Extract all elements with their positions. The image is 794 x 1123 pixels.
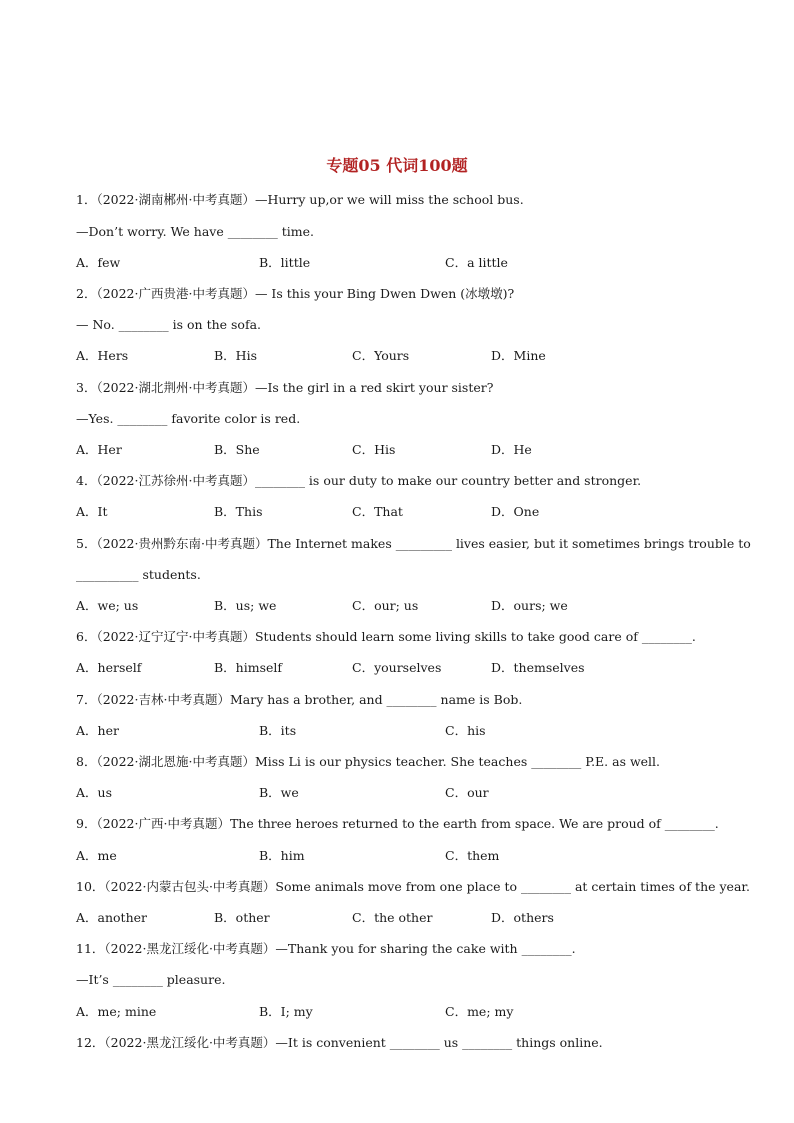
option[interactable]: D．One [491,504,540,519]
option[interactable]: C．the other [352,910,433,925]
option[interactable]: A．us [76,785,112,800]
question-4-line-1: 4．（2022·江苏徐州·中考真题）________ is our duty to make our country better and stronger. [76,473,642,488]
question-7-line-1: 7．（2022·吉林·中考真题）Mary has a brother, and ________ name is Bob. [76,692,523,707]
question-5-line-2: __________ students. [76,567,201,582]
option[interactable]: A．we; us [76,598,139,613]
question-2-line-1: 2．（2022·广西贵港·中考真题）— Is this your Bing Dwen Dwen (冰墩墩)? [76,286,515,301]
option[interactable]: A．me; mine [76,1004,157,1019]
question-3-line-1: 3．（2022·湖北荆州·中考真题）—Is the girl in a red skirt your sister? [76,380,494,395]
question-12-line-1: 12．（2022·黑龙江绥化·中考真题）—It is convenient ________ us ________ things online. [76,1035,603,1050]
option[interactable]: C．me; my [445,1004,514,1019]
question-1-line-2: —Don’t worry. We have ________ time. [76,224,314,239]
option[interactable]: B．His [214,348,257,363]
option[interactable]: A．Her [76,442,122,457]
option[interactable]: C．our; us [352,598,419,613]
option[interactable]: B．us; we [214,598,277,613]
option[interactable]: A．few [76,255,121,270]
option[interactable]: A．Hers [76,348,129,363]
question-11-line-2: —It’s ________ pleasure. [76,972,226,987]
question-11-line-1: 11．（2022·黑龙江绥化·中考真题）—Thank you for sharing the cake with ________. [76,941,576,956]
option[interactable]: C．a little [445,255,508,270]
option[interactable]: D．He [491,442,532,457]
question-6-line-1: 6．（2022·辽宁辽宁·中考真题）Students should learn some living skills to take good care of ________. [76,629,696,644]
option[interactable]: B．himself [214,660,283,675]
option[interactable]: B．This [214,504,263,519]
option[interactable]: B．I; my [259,1004,313,1019]
question-9-line-1: 9．（2022·广西·中考真题）The three heroes returned to the earth from space. We are proud of ________. [76,816,719,831]
option[interactable]: C．Yours [352,348,410,363]
option[interactable]: B．we [259,785,299,800]
option[interactable]: C．His [352,442,396,457]
option[interactable]: A．me [76,848,117,863]
option[interactable]: B．She [214,442,260,457]
option[interactable]: B．other [214,910,270,925]
question-10-line-1: 10．（2022·内蒙古包头·中考真题）Some animals move from one place to ________ at certain times of the year. [76,879,750,894]
option[interactable]: D．themselves [491,660,585,675]
option[interactable]: A．her [76,723,119,738]
option[interactable]: B．its [259,723,297,738]
option[interactable]: C．our [445,785,489,800]
option[interactable]: B．little [259,255,311,270]
option[interactable]: D．others [491,910,554,925]
option[interactable]: A．another [76,910,148,925]
option[interactable]: C．them [445,848,500,863]
option[interactable]: D．Mine [491,348,546,363]
option[interactable]: C．yourselves [352,660,442,675]
option[interactable]: B．him [259,848,305,863]
option[interactable]: C．his [445,723,486,738]
option[interactable]: C．That [352,504,403,519]
question-1-line-1: 1．（2022·湖南郴州·中考真题）—Hurry up,or we will miss the school bus. [76,192,524,207]
option[interactable]: A．It [76,504,108,519]
question-3-line-2: —Yes. ________ favorite color is red. [76,411,301,426]
question-5-line-1: 5．（2022·贵州黔东南·中考真题）The Internet makes _________ lives easier, but it sometimes brings trouble to [76,536,751,551]
option[interactable]: D．ours; we [491,598,568,613]
question-2-line-2: — No. ________ is on the sofa. [76,317,262,332]
page-title: 专题05 代词100题 [326,156,468,175]
question-8-line-1: 8．（2022·湖北恩施·中考真题）Miss Li is our physics teacher. She teaches ________ P.E. as well. [76,754,661,769]
option[interactable]: A．herself [76,660,142,675]
